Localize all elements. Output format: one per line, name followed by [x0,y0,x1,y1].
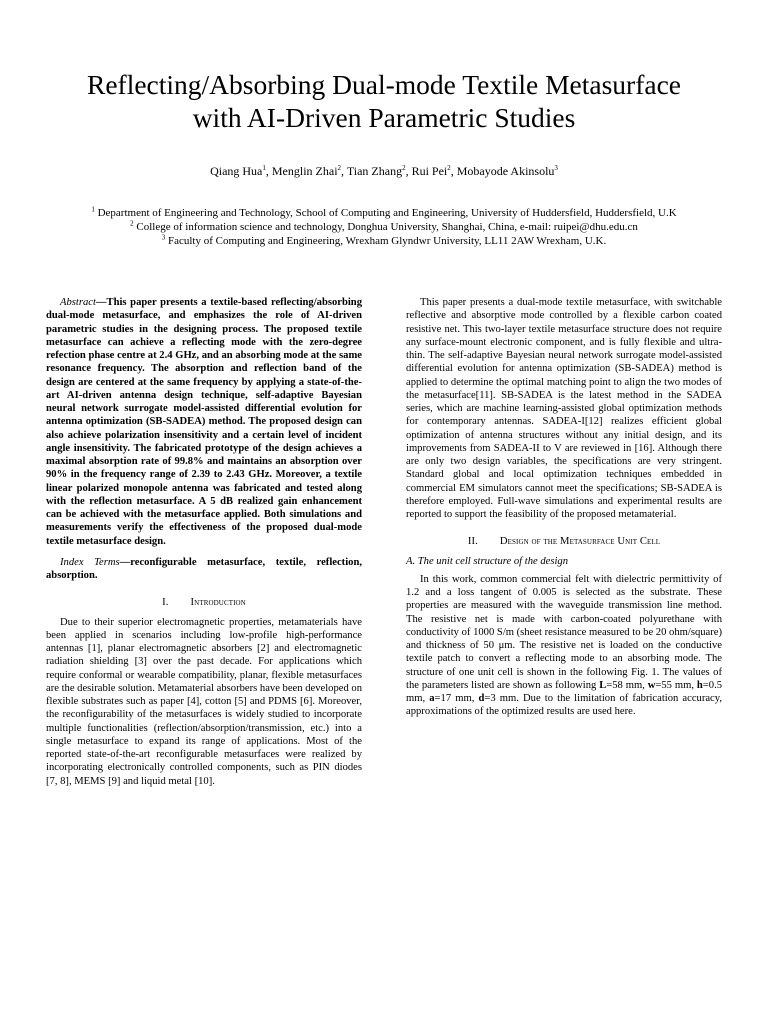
author: Tian Zhang$^2$ [346,164,406,178]
author: Rui Pei$^2$ [411,164,451,178]
index-terms-label: Index Terms [60,556,120,568]
left-column [46,296,362,788]
intro-paragraph-2: This paper presents a dual-mode textile metasurface, with switchable reflective and absorptive mode controlled by a flexible carbon coated resistive net. This two-layer textile metasurface structure does not require any surface-mount electronic component, and is fully flexible and ultra-thin. The self-adaptive Bayesian neural network surrogate model-assisted differential evolution for antenna optimization (SB-SADEA) method is applied to determine the optimal matching point to align the two modes of the metasurface[11]. SB-SADEA is the latest method in the SADEA series, which are machine learning-assisted global optimization methods for contemporary antennas. SADEA-I[12] realizes efficient global optimization of antenna structures without any initial design, and its improvements from SADEA-II to V are reviewed in [16]. Although there are only two design variables, the specifications are very stringent. Standard global and local optimization techniques embedded in commercial EM simulators cannot meet the specifications; SB-SADEA is therefore employed. Full-wave simulations and experimental results are reported to support the feasibility of the proposed metamaterial. [406,297,722,520]
abstract [46,296,362,548]
author: Mobayode Akinsolu$^3$ [456,164,558,178]
abstract-text: —This paper presents a textile-based reflecting/absorbing dual-mode metasurface, and emphasizes the role of AI-driven parametric studies in the designing process. The proposed textile metasurface can achieve a reflecting mode with the zero-degree refection phase centre at 2.4 GHz, and an absorbing mode at the same resonance frequency. The absorption and reflection band of the design are centered at the same frequency by applying a state-of-the-art AI-driven antenna design technique, self-adaptive Bayesian neural network surrogate model-assisted differential evolution for antenna optimization (SB-SADEA) method. The proposed design can also achieve polarization insensitivity and a certain level of incident angle insensitivity. The fabricated prototype of the design achieves a maximal absorption rate of 99.8% and maintains an absorption over 90% in the frequency range of 2.39 to 2.43 GHz. Moreover, a textile linear polarized monopole antenna was fabricated and tested along with the reflection metasurface. A 5 dB realized gain enhancement can be achieved with the metasurface applied. Both simulations and measurements verify the effectiveness of the proposed dual-mode textile metasurface design. [46,297,362,547]
intro-paragraph: Due to their superior electromagnetic properties, metamaterials have been applied in scenarios including low-profile high-performance antennas [1], planar electromagnetic absorbers [2] and electromagnetic radiation shielding [3] over the past decade. For applications which require conformal or wearable compatibility, planar, flexible metasurfaces are the desirable solution. Metamaterial absorbers have been developed on flexible substrates such as paper [4], cotton [5] and PDMS [6]. Moreover, the reconfigurability of the metasurfaces is widely studied to incorporate multiple functionalities (reflection/absorption/transmission, etc.) into a single metasurface to expand its range of applications. Most of the reported state-of-the-art reconfigurable metasurfaces were realized by incorporating electronically controlled components, such as PIN diodes [7, 8], MEMS [9] and liquid metal [10]. [46,616,362,787]
title-line-2: with AI-Driven Parametric Studies [192,102,576,133]
section-heading: II. Design of the Metasurface Unit Cell [467,536,661,548]
paper-title [20,68,748,134]
section-heading: I. Introduction [162,597,246,609]
affiliation: $^1$ Department of Engineering and Technology, School of Computing and Engineering, University of Huddersfield, Huddersfield, U.K [91,205,677,219]
subsection-heading: A. The unit cell structure of the design [406,555,569,567]
right-column [406,296,722,719]
affiliations [46,206,722,248]
index-terms [46,556,362,583]
affiliation: $^2$ College of information science and technology, Donghua University, Shanghai, China, e-mail: ruipei@dhu.edu.cn [130,219,638,233]
index-terms-text: —reconfigurable metasurface, textile, reflection, absorption. [46,556,362,581]
author: Menglin Zhai$^2$ [271,164,342,178]
design-paragraph: In this work, common commercial felt with dielectric permittivity of 1.2 and a loss tangent of 0.005 is selected as the substrate. These properties are measured with the waveguide transmission line method. The resistive net is made with carbon-coated polyurethane with conductivity of 1000 S/m (sheet resistance measured to be 20 ohm/square) and thickness of 50 μm. The resistive net is loaded on the conductive textile patch to convert a reflecting mode to an absorbing mode. The structure of one unit cell is shown in the following Fig. 1. The values of the parameters listed are shown as following L=58 mm, w=55 mm, h=0.5 mm, a=17 mm, d=3 mm. Due to the limitation of fabrication accuracy, approximations of the optimized results are used here. [406,573,723,718]
author: Qiang Hua$^1$ [210,164,266,178]
affiliation: $^3$ Faculty of Computing and Engineering, Wrexham Glyndwr University, LL11 2AW Wrexham, U.K. [161,233,607,247]
abstract-label: Abstract [60,297,96,308]
author-list: Qiang Hua$^1$, Menglin Zhai$^2$, Tian Zhang$^2$, Rui Pei$^2$, Mobayode Akinsolu$^3$ [210,164,558,178]
title-line-1: Reflecting/Absorbing Dual-mode Textile Metasurface [87,69,681,100]
